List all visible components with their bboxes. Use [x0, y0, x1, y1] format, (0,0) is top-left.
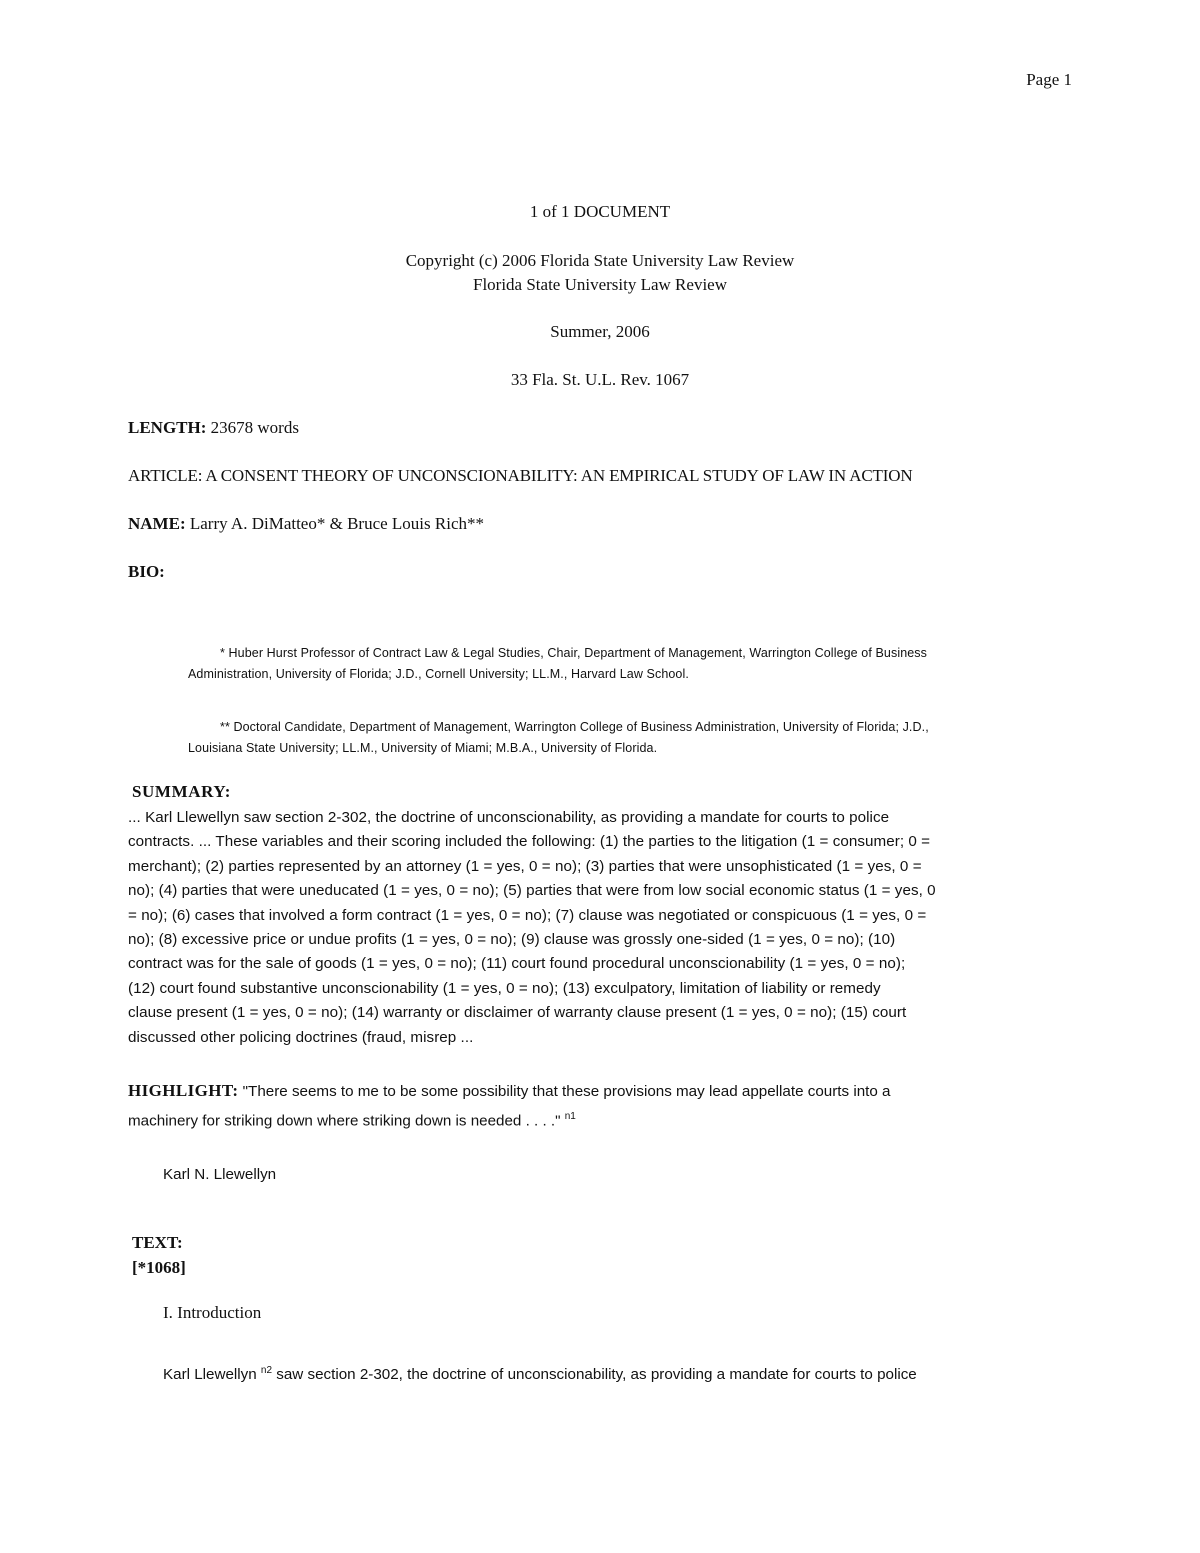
section-heading: I. Introduction [163, 1303, 262, 1322]
author-names: Larry A. DiMatteo* & Bruce Louis Rich** [189, 514, 484, 533]
footnote-link[interactable]: n2 [260, 1365, 273, 1376]
summary-line: discussed other policing doctrines (fraud, misrep ... [128, 1028, 474, 1046]
highlight-line [128, 1078, 1088, 1104]
article-title: ARTICLE: A CONSENT THEORY OF UNCONSCIONABILITY: AN EMPIRICAL STUDY OF LAW IN ACTION [128, 466, 913, 485]
summary-label: SUMMARY: [132, 782, 231, 801]
summary-body [128, 806, 1068, 1050]
summary-line: (12) court found substantive unconscionability (1 = yes, 0 = no); (13) exculpatory, limitation of liability or remedy [128, 979, 881, 997]
paragraph-text: Karl Llewellyn [163, 1366, 261, 1384]
body-paragraph [163, 1365, 917, 1383]
publication-name: Florida State University Law Review [472, 275, 727, 294]
bio-note-line: ** Doctoral Candidate, Department of Management, Warrington College of Business Administration, University of Florida; J.D., [220, 720, 929, 734]
name-row [128, 514, 484, 534]
page-number: Page 1 [1026, 70, 1072, 89]
summary-line: contracts. ... These variables and their scoring included the following: (1) the parties to the litigation (1 = consumer; 0 = [128, 833, 931, 851]
length-label: LENGTH: [128, 418, 207, 437]
bio-note-line: Administration, University of Florida; J.D., Cornell University; LL.M., Harvard Law School. [188, 667, 689, 681]
highlight-line [128, 1104, 1088, 1134]
summary-line: = no); (6) cases that involved a form contract (1 = yes, 0 = no); (7) clause was negotiated or conspicuous (1 = yes, 0 = [128, 906, 927, 924]
highlight-quote: "There seems to me to be some possibility that these provisions may lead appellate courts into a [238, 1083, 891, 1100]
length-value: 23678 words [210, 418, 299, 437]
highlight-attribution: Karl N. Llewellyn [163, 1166, 277, 1183]
summary-line: merchant); (2) parties represented by an attorney (1 = yes, 0 = no); (3) parties that were unsophisticated (1 = yes, 0 = [128, 857, 922, 875]
citation: 33 Fla. St. U.L. Rev. 1067 [510, 370, 690, 389]
highlight-label: HIGHLIGHT: [128, 1081, 239, 1100]
summary-line: contract was for the sale of goods (1 = yes, 0 = no); (11) court found procedural unconscionability (1 = yes, 0 = no); [128, 955, 906, 973]
summary-line: no); (4) parties that were uneducated (1 = yes, 0 = no); (5) parties that were from low social economic status (1 = yes, 0 [128, 882, 936, 900]
text-label: TEXT: [132, 1233, 183, 1252]
publication-date: Summer, 2006 [550, 322, 650, 341]
bio-note [188, 717, 1048, 759]
document-count: 1 of 1 DOCUMENT [529, 202, 671, 221]
highlight-quote: machinery for striking down where striking down is needed . . . ." [128, 1112, 565, 1130]
bio-note-line: Louisiana State University; LL.M., University of Miami; M.B.A., University of Florida. [188, 741, 658, 755]
footnote-link[interactable]: n1 [564, 1111, 576, 1122]
summary-line: clause present (1 = yes, 0 = no); (14) warranty or disclaimer of warranty clause present (1 = yes, 0 = no); (15) court [128, 1004, 907, 1022]
bio-label: BIO: [128, 562, 165, 581]
bio-note [188, 643, 1048, 685]
name-label: NAME: [128, 514, 186, 533]
copyright-line: Copyright (c) 2006 Florida State University Law Review [405, 251, 795, 270]
length-row [128, 418, 299, 438]
highlight-block [128, 1078, 1088, 1134]
bio-note-line: * Huber Hurst Professor of Contract Law & Legal Studies, Chair, Department of Management, Warrington College of Business [220, 646, 928, 660]
summary-line: no); (8) excessive price or undue profits (1 = yes, 0 = no); (9) clause was grossly one-sided (1 = yes, 0 = no); (10) [128, 931, 896, 949]
paragraph-text: saw section 2-302, the doctrine of unconscionability, as providing a mandate for courts to police [272, 1366, 917, 1384]
page-marker: [*1068] [132, 1258, 186, 1277]
summary-line: ... Karl Llewellyn saw section 2-302, the doctrine of unconscionability, as providing a mandate for courts to police [128, 809, 890, 826]
